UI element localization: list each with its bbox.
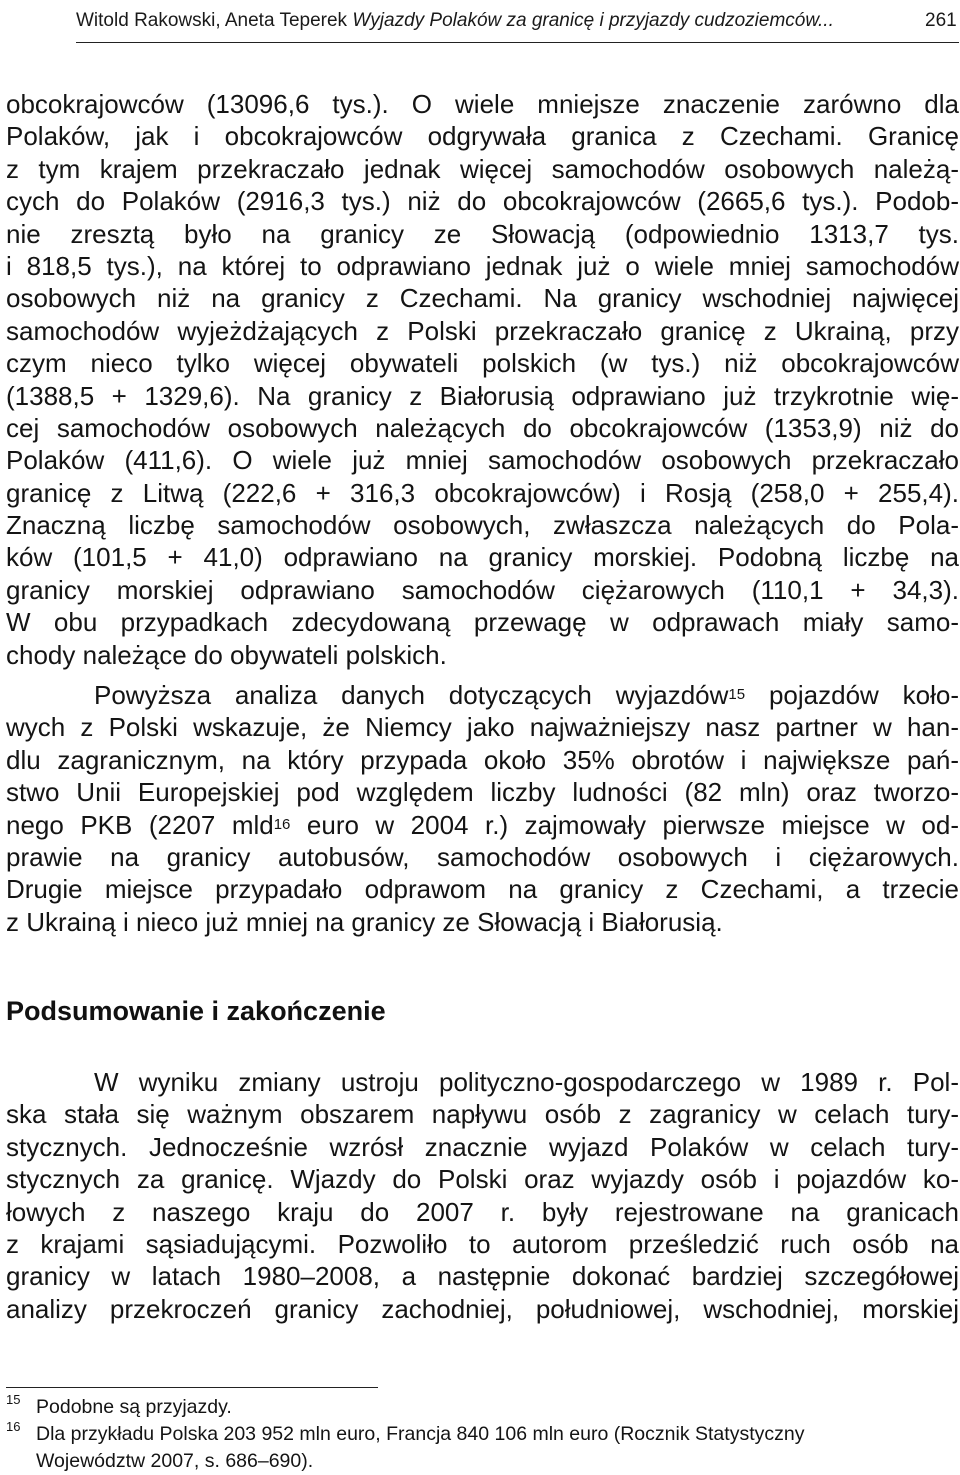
footnote-16 (6, 1421, 959, 1475)
text-line (6, 809, 959, 841)
text-line: osobowych niż na granicy z Czechami. Na granicy wschodniej najwięcej (6, 283, 959, 314)
footnote-text: Podobne są przyjazdy. (36, 1396, 232, 1418)
text-line: cych do Polaków (2916,3 tys.) niż do obcokrajowców (2665,6 tys.). Podob- (6, 186, 959, 217)
text-line: Znaczną liczbę samochodów osobowych, zwłaszcza należących do Pola- (6, 510, 959, 541)
text-span: Powyższa analiza danych dotyczących wyjazdów (94, 680, 729, 710)
footnote-ref-15[interactable]: 15 (728, 686, 746, 703)
text-line: (1388,5 + 1329,6). Na granicy z Białorusią odprawiano już trzykrotnie wię- (6, 380, 959, 411)
text-line: stycznych za granicę. Wjazdy do Polski oraz wyjazdy osób i pojazdów ko- (6, 1164, 959, 1195)
text-line: ska stała się ważnym obszarem napływu osób z zagranicy w celach tury- (6, 1099, 959, 1130)
footnotes (6, 1394, 959, 1475)
paragraph-2 (6, 679, 959, 938)
header-title-line (76, 10, 834, 32)
text-line: W obu przypadkach zdecydowaną przewagę w odprawach miały samo- (6, 607, 959, 638)
footnote-separator (6, 1387, 378, 1388)
text-line: ków (101,5 + 41,0) odprawiano na granicy morskiej. Podobną liczbę na (6, 542, 959, 573)
text-line: cej samochodów osobowych należących do obcokrajowców (1353,9) niż do (6, 412, 959, 443)
text-line: granicę z Litwą (222,6 + 316,3 obcokrajowców) i Rosją (258,0 + 255,4). (6, 477, 959, 508)
header-rule (76, 42, 959, 43)
header-article-title: Wyjazdy Polaków za granicę i przyjazdy cudzoziemców... (352, 10, 834, 31)
text-line: dlu zagranicznym, na który przypada około 35% obrotów i największe pań- (6, 744, 959, 775)
text-line: obcokrajowców (13096,6 tys.). O wiele mniejsze znaczenie zarówno dla (6, 89, 959, 119)
running-header (0, 0, 960, 46)
text-line: nie zresztą było na granicy ze Słowacją (odpowiednio 1313,7 tys. (6, 218, 959, 249)
text-line: z tym krajem przekraczało jednak więcej samochodów osobowych należą- (6, 153, 959, 184)
text-line: łowych z naszego kraju do 2007 r. były rejestrowane na granicach (6, 1196, 959, 1227)
text-line: W wyniku zmiany ustroju polityczno-gospodarczego w 1989 r. Pol- (94, 1067, 959, 1097)
page-number: 261 (925, 10, 957, 31)
footnote-number: 16 (6, 1419, 21, 1434)
text-span: pojazdów koło- (745, 680, 960, 710)
paragraph-1 (6, 88, 959, 671)
footnote-ref-16[interactable]: 16 (273, 815, 291, 833)
text-line: chody należące do obywateli polskich. (6, 639, 447, 670)
text-line: Polaków (411,6). O wiele już mniej samochodów osobowych przekraczało (6, 445, 959, 476)
text-span: euro w 2004 r.) zajmowały pierwsze miejsce w od- (290, 809, 959, 840)
text-line: wych z Polski wskazuje, że Niemcy jako najważniejszy nasz partner w han- (6, 712, 959, 743)
text-line: granicy morskiej odprawiano samochodów ciężarowych (110,1 + 34,3). (6, 574, 959, 605)
text-line: stwo Unii Europejskiej pod względem liczby ludności (82 mln) oraz tworzo- (6, 777, 959, 808)
header-authors: Witold Rakowski, Aneta Teperek (76, 10, 348, 31)
footnote-15 (6, 1394, 959, 1421)
text-line: analizy przekroczeń granicy zachodniej, południowej, wschodniej, morskiej (6, 1293, 959, 1324)
text-line: i 818,5 tys.), na której to odprawiano jednak już o wiele mniej samochodów (6, 250, 959, 281)
text-line: samochodów wyjeżdżających z Polski przekraczało granicę z Ukrainą, przy (6, 315, 959, 346)
footnote-text: Dla przykładu Polska 203 952 mln euro, Francja 840 106 mln euro (Rocznik Statystyczny (36, 1423, 805, 1445)
text-line: Polaków, jak i obcokrajowców odgrywała granica z Czechami. Granicę (6, 121, 959, 152)
footnote-number: 15 (6, 1392, 21, 1407)
text-line: z krajami sąsiadującymi. Pozwoliło to autorom prześledzić ruch osób na (6, 1228, 959, 1259)
text-line (6, 679, 959, 711)
section-heading: Podsumowanie i zakończenie (6, 996, 386, 1026)
text-line: z Ukrainą i nieco już mniej na granicy ze Słowacją i Białorusią. (6, 906, 723, 937)
text-line: czym nieco tylko więcej obywateli polskich (w tys.) niż obcokrajowców (6, 348, 959, 379)
footnote-text: Województw 2007, s. 686–690). (36, 1450, 314, 1472)
text-line: stycznych. Jednocześnie wzrósł znacznie wyjazd Polaków w celach tury- (6, 1131, 959, 1162)
text-line: Drugie miejsce przypadało odprawom na granicy z Czechami, a trzecie (6, 874, 959, 905)
section-paragraph (6, 1066, 959, 1325)
text-line: granicy w latach 1980–2008, a następnie dokonać bardziej szczegółowej (6, 1261, 959, 1292)
text-span: nego PKB (2207 mld (6, 809, 274, 840)
text-line: prawie na granicy autobusów, samochodów osobowych i ciężarowych. (6, 841, 959, 872)
